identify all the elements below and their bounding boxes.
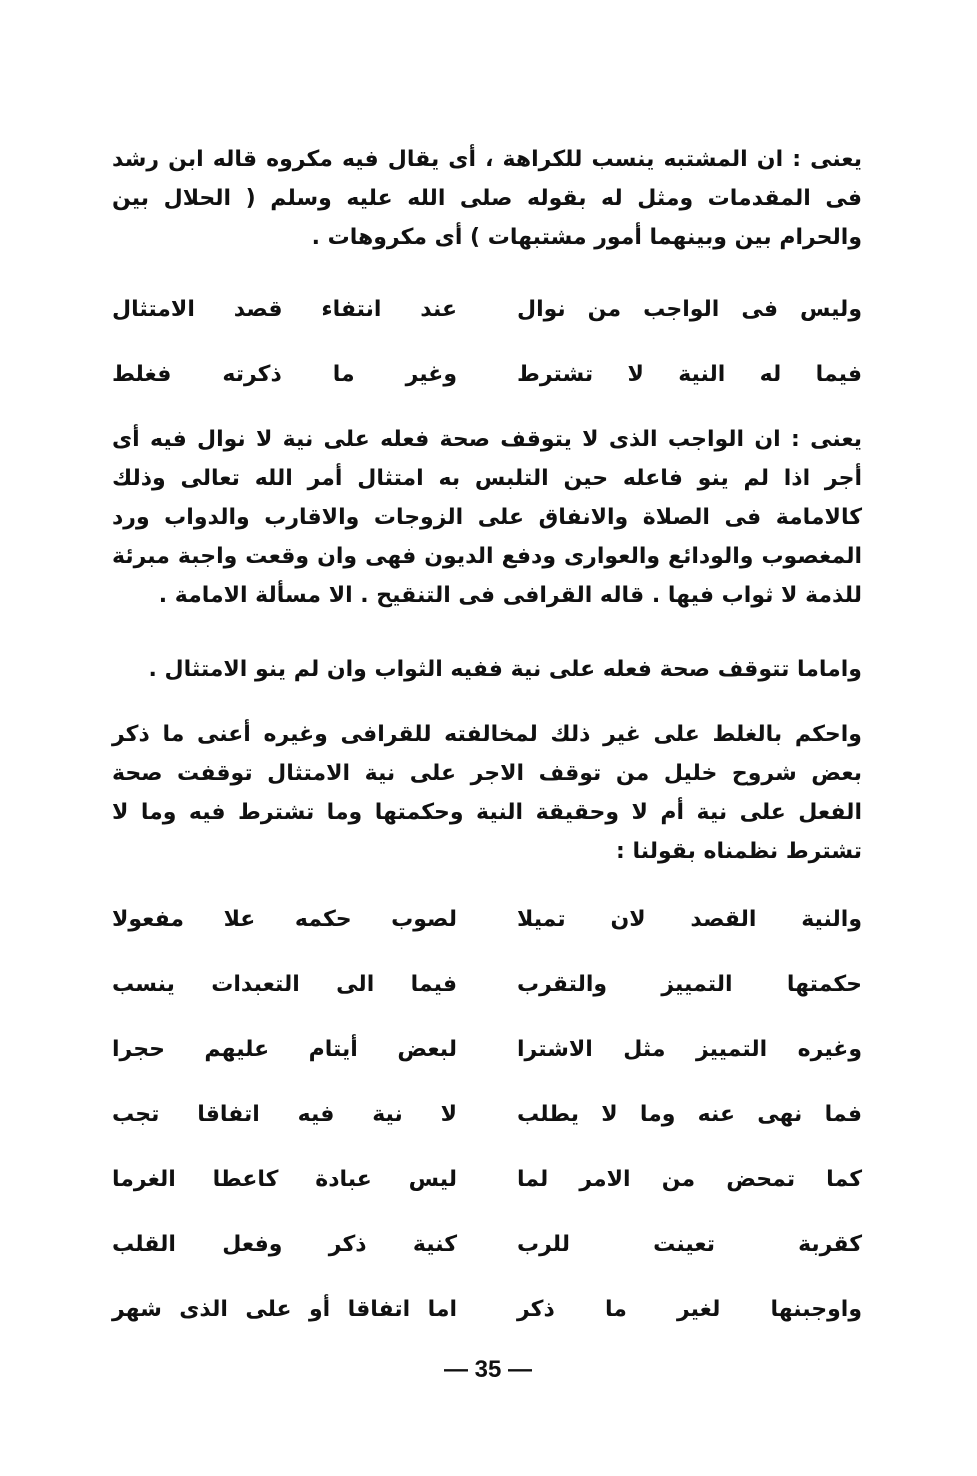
verse-line-3-first-hemistich: والنية القصد لان تميلا (517, 907, 862, 932)
verse-line-1-second-hemistich: عند انتفاء قصد الامتثال (112, 297, 457, 322)
verse-line-6-first-hemistich: فما نهى عنه وما لا يطلب (517, 1102, 862, 1127)
paragraph-1-text: يعنى : ان المشتبه ينسب للكراهة ، أى يقال فيه مكروه قاله ابن رشد فى المقدمات ومثل له بقوله صلى الله عليه وسلم ( الحلال بين والحرام بين وبينهما أمور مشتبهات ) أى مكروهات . (112, 147, 862, 250)
verse-line-1-first-hemistich: وليس فى الواجب من نوال (517, 297, 862, 322)
verse-line-2-first-hemistich: فيما له النية لا تشترط (517, 362, 862, 387)
paragraph-3-text: واماما تتوقف صحة فعله على نية ففيه الثواب وان لم ينو الامتثال . (148, 657, 862, 682)
verse-line-4-first-hemistich: حكمتها التمييز والتقرب (517, 972, 862, 997)
paragraph-3 (112, 650, 862, 689)
verse-line-7 (112, 1160, 862, 1200)
verse-line-3 (112, 900, 862, 940)
verse-line-5-second-hemistich: لبعض أيتام عليهم حجرا (112, 1037, 457, 1062)
verse-line-6-second-hemistich: لا نية فيه اتفاقا تجب (112, 1102, 457, 1127)
verse-line-8-first-hemistich: كقربة تعينت للرب (517, 1232, 862, 1257)
verse-line-2-second-hemistich: وغير ما ذكرته فغلط (112, 362, 457, 387)
paragraph-4-text: واحكم بالغلط على غير ذلك لمخالفته للقرافى وغيره أعنى ما ذكر بعض شروح خليل من توقف الاجر على نية الامتثال توقفت صحة الفعل على نية أم لا وحقيقة النية وحكمتها وما تشترط فيه وما لا تشترط نظمناه بقولنا : (112, 722, 862, 864)
verse-line-9-first-hemistich: واوجبنها لغير ما ذكر (517, 1297, 862, 1322)
paragraph-4 (112, 715, 862, 871)
verse-line-7-first-hemistich: كما تمحض من الامر لما (517, 1167, 862, 1192)
verse-line-4 (112, 965, 862, 1005)
verse-line-8 (112, 1225, 862, 1265)
paragraph-2-text: يعنى : ان الواجب الذى لا يتوقف صحة فعله على نية لا نوال فيه أى أجر اذا لم ينو فاعله حين التلبس به امتثال أمر الله تعالى وذلك كالامامة فى الصلاة والانفاق على الزوجات والاقارب والدواب ورد المغصوب والودائع والعوارى ودفع الديون فهى وان وقعت واجبة مبرئة للذمة لا ثواب فيها . قاله القرافى فى التنقيح . الا مسألة الامامة . (112, 427, 862, 608)
verse-line-1 (112, 290, 862, 330)
verse-line-2 (112, 355, 862, 395)
page-number: — 35 — (443, 1356, 533, 1383)
verse-line-9-second-hemistich: اما اتفاقا أو على الذى شهر (112, 1297, 457, 1322)
verse-line-5-first-hemistich: وغيره التمييز مثل الاشترا (517, 1037, 862, 1062)
verse-line-5 (112, 1030, 862, 1070)
verse-line-8-second-hemistich: كنية ذكر وفعل القلب (112, 1232, 457, 1257)
paragraph-2 (112, 420, 862, 615)
verse-line-9 (112, 1290, 862, 1330)
verse-line-4-second-hemistich: فيما الى التعبدات ينسب (112, 972, 457, 997)
verse-line-3-second-hemistich: لصوب حكمه علا مفعولا (112, 907, 457, 932)
paragraph-1 (112, 140, 862, 257)
verse-line-7-second-hemistich: ليس عبادة كاعطا الغرما (112, 1167, 457, 1192)
verse-line-6 (112, 1095, 862, 1135)
